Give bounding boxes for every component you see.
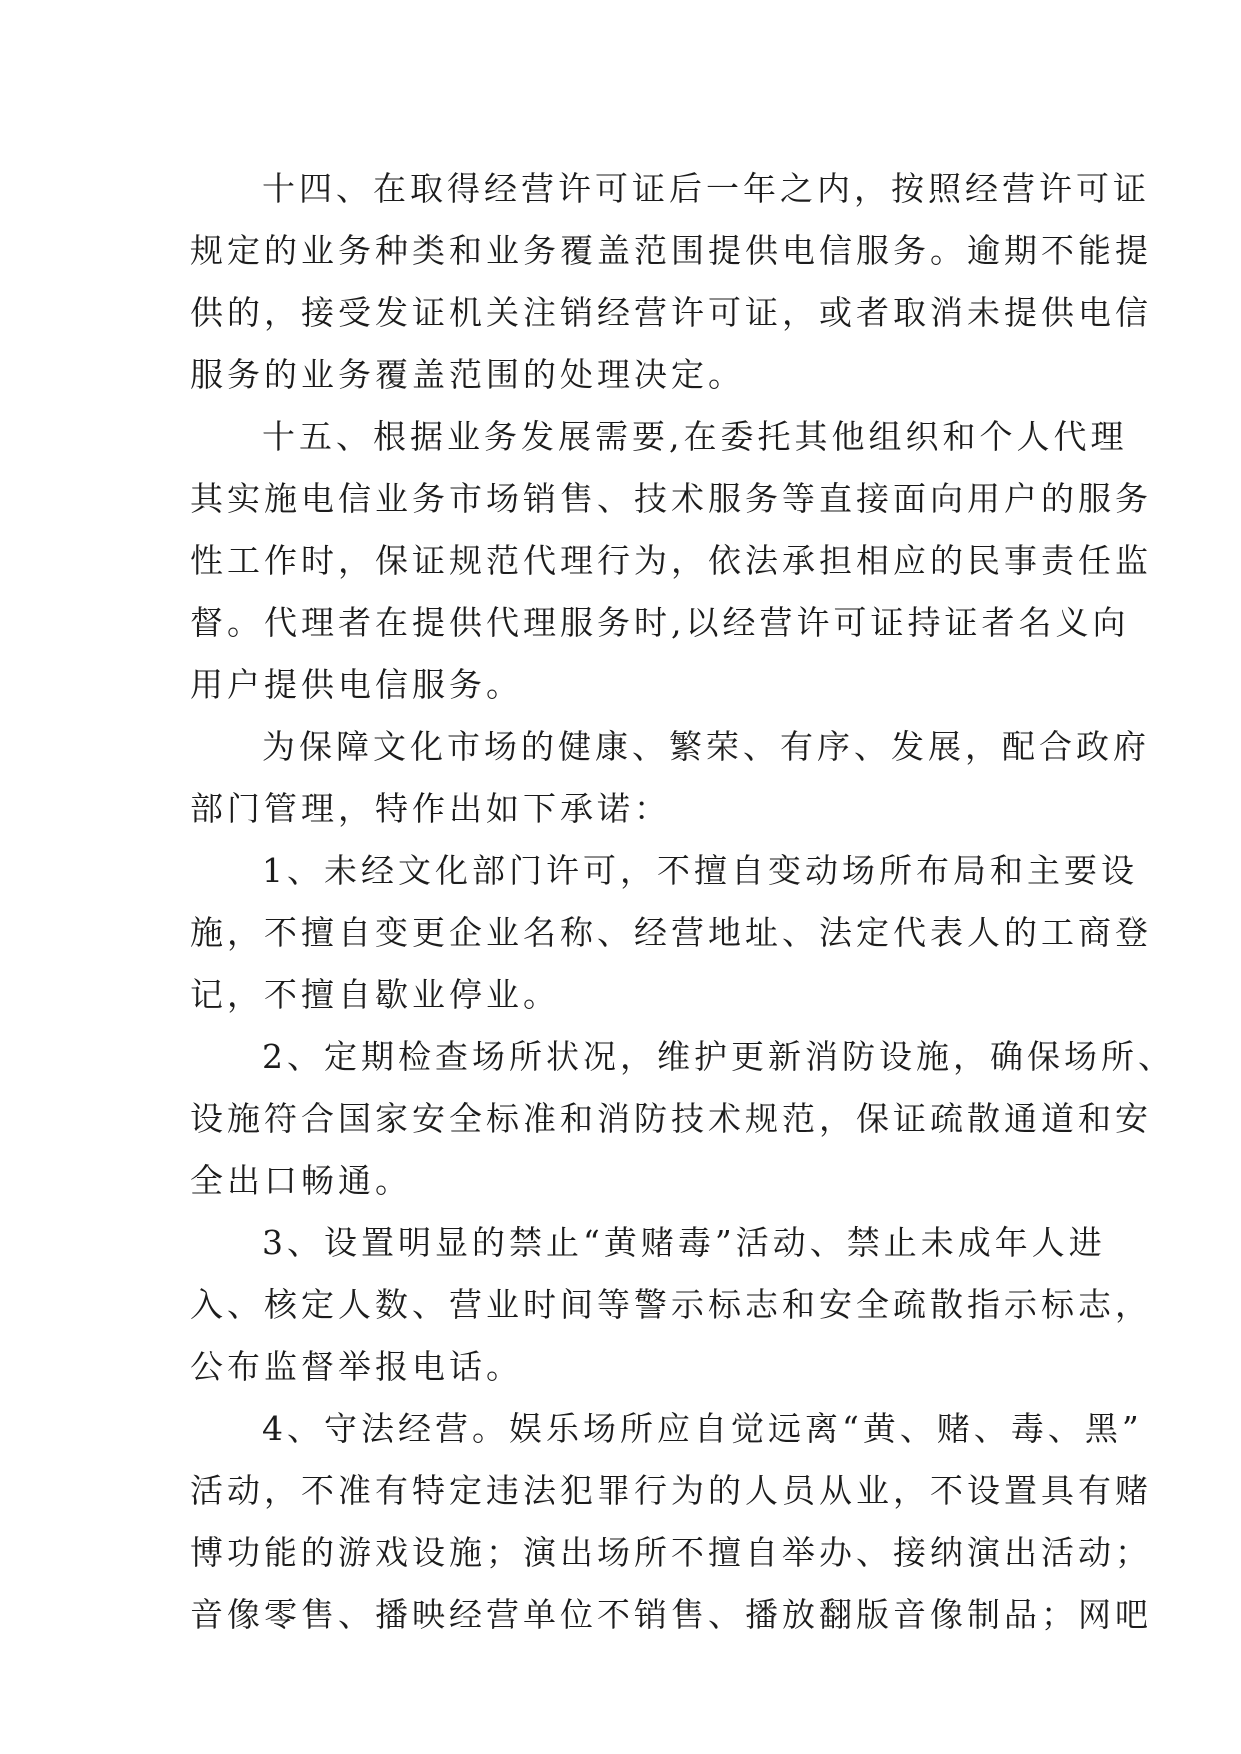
- text-line: 公布监督举报电话。: [190, 1347, 523, 1386]
- text-line: 施，不擅自变更企业名称、经营地址、法定代表人的工商登: [190, 913, 1152, 952]
- text-line: 音像零售、播映经营单位不销售、播放翻版音像制品；网吧: [190, 1595, 1152, 1634]
- text-line: 博功能的游戏设施；演出场所不擅自举办、接纳演出活动；: [190, 1533, 1152, 1572]
- text-line: 记，不擅自歇业停业。: [190, 975, 560, 1014]
- paragraph-item-2: [190, 1026, 1175, 1212]
- text-line: 活动，不准有特定违法犯罪行为的人员从业，不设置具有赌: [190, 1471, 1152, 1510]
- text-line: 全出口畅通。: [190, 1161, 412, 1200]
- text-line: 用户提供电信服务。: [190, 665, 523, 704]
- text-line: 1、未经文化部门许可，不擅自变动场所布局和主要设: [262, 851, 1138, 890]
- text-line: 十四、在取得经营许可证后一年之内，按照经营许可证: [262, 169, 1150, 208]
- paragraph-item-1: [190, 840, 1152, 1026]
- text-line: 为保障文化市场的健康、繁荣、有序、发展，配合政府: [262, 727, 1150, 766]
- text-line: 4、守法经营。娱乐场所应自觉远离“黄、赌、毒、黑”: [262, 1409, 1143, 1448]
- text-line: 供的，接受发证机关注销经营许可证，或者取消未提供电信: [190, 293, 1152, 332]
- paragraph-culture-intro: [190, 716, 1150, 840]
- text-line: 服务的业务覆盖范围的处理决定。: [190, 355, 745, 394]
- text-line: 2、定期检查场所状况，维护更新消防设施，确保场所、: [262, 1037, 1175, 1076]
- text-line: 入、核定人数、营业时间等警示标志和安全疏散指示标志，: [190, 1285, 1152, 1324]
- paragraph-item-3: [190, 1212, 1152, 1398]
- text-line: 督。代理者在提供代理服务时,以经营许可证持证者名义向: [190, 603, 1130, 642]
- text-line: 其实施电信业务市场销售、技术服务等直接面向用户的服务: [190, 479, 1152, 518]
- text-line: 设施符合国家安全标准和消防技术规范，保证疏散通道和安: [190, 1099, 1152, 1138]
- document-body: [190, 158, 1175, 1646]
- paragraph-item-4: [190, 1398, 1152, 1646]
- text-line: 性工作时，保证规范代理行为，依法承担相应的民事责任监: [190, 541, 1152, 580]
- text-line: 3、设置明显的禁止“黄赌毒”活动、禁止未成年人进: [262, 1223, 1106, 1262]
- paragraph-15: [190, 406, 1152, 716]
- text-line: 部门管理，特作出如下承诺：: [190, 789, 671, 828]
- text-line: 规定的业务种类和业务覆盖范围提供电信服务。逾期不能提: [190, 231, 1152, 270]
- text-line: 十五、根据业务发展需要,在委托其他组织和个人代理: [262, 417, 1128, 456]
- paragraph-14: [190, 158, 1152, 406]
